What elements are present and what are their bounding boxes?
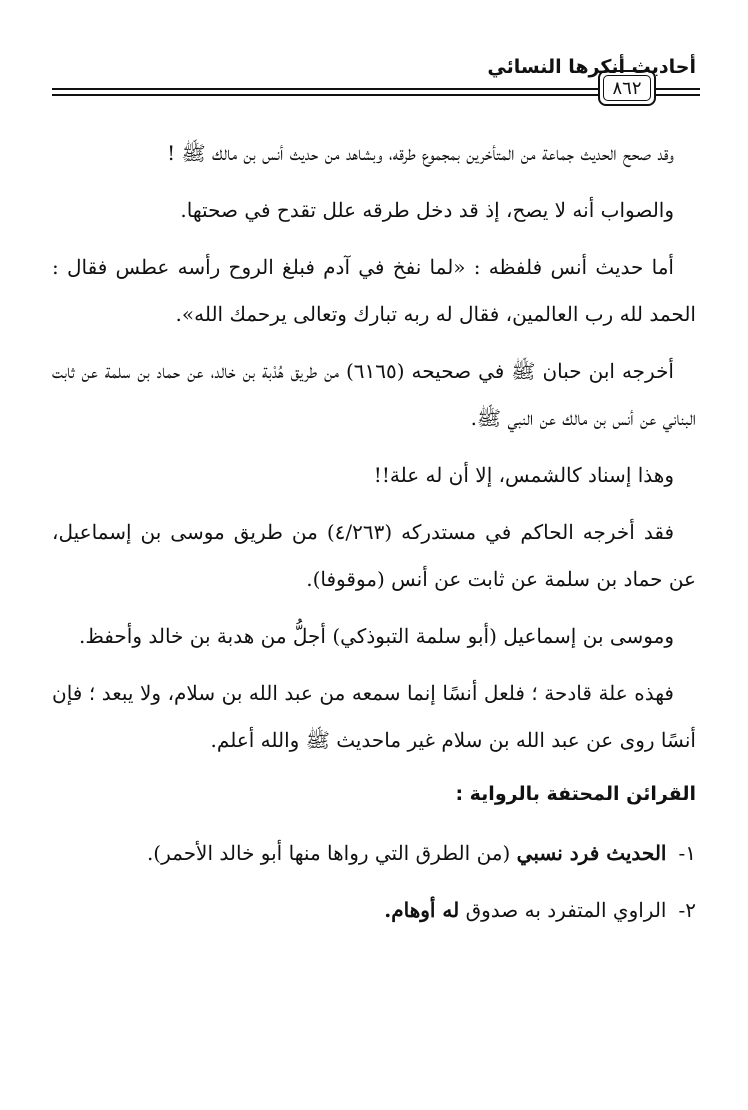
list-body: [52, 887, 666, 934]
paragraph: وهذا إسناد كالشمس، إلا أن له علة!!: [373, 463, 674, 487]
list-bold-text: الحديث فرد نسبي: [516, 841, 667, 865]
paragraph: أخرجه ابن حبان ﷺ في صحيحه (٦١٦٥) من طريق هُدْبة بن خالد، عن حماد بن سلمة عن ثابت البناني عن أنس بن مالك عن النبي ﷺ.: [52, 359, 696, 430]
running-title: أحاديث أنكرها النسائي: [487, 56, 696, 78]
list-bold-text: له أوهام.: [384, 898, 460, 922]
header-rule: [52, 88, 598, 90]
section-heading: القرائن المحتفة بالرواية :: [455, 783, 696, 805]
page-number: [598, 70, 656, 106]
body-text: [52, 130, 696, 944]
list-number: ٢-: [678, 898, 696, 922]
page-number-text: ٨٦٢: [612, 77, 642, 99]
header-rule: [656, 88, 700, 90]
paragraph: فهذه علة قادحة ؛ فلعل أنسًا إنما سمعه من عبد الله بن سلام، ولا يبعد ؛ فإن أنسًا روى عن عبد الله بن سلام غير ماحديث ﷺ والله أعلم.: [52, 681, 696, 752]
list-number: ١-: [678, 841, 696, 865]
list-text: الراوي المتفرد به صدوق: [459, 898, 667, 922]
paragraph: فقد أخرجه الحاكم في مستدركه (٤/٢٦٣) من طريق موسى بن إسماعيل، عن حماد بن سلمة عن ثابت عن أنس (موقوفا).: [52, 520, 696, 591]
paragraph: وقد صحح الحديث جماعة من المتأخرين بمجموع طرقه، وبشاهد من حديث أنس بن مالك ﷺ !: [167, 141, 674, 165]
paragraph: وموسى بن إسماعيل (أبو سلمة التبوذكي) أجلُّ من هدبة بن خالد وأحفظ.: [78, 624, 674, 648]
list-body: [52, 830, 666, 877]
header-rule: [52, 94, 598, 96]
list-text: (من الطرق التي رواها منها أبو خالد الأحمر).: [146, 841, 517, 865]
header-rule: [656, 94, 700, 96]
paragraph: أما حديث أنس فلفظه : «لما نفخ في آدم فبلغ الروح رأسه عطس فقال : الحمد لله رب العالمين، فقال له ربه تبارك وتعالى يرحمك الله».: [52, 255, 696, 326]
list-item: [52, 830, 696, 877]
list-item: [52, 887, 696, 934]
paragraph: والصواب أنه لا يصح، إذ قد دخل طرقه علل تقدح في صحتها.: [180, 198, 674, 222]
